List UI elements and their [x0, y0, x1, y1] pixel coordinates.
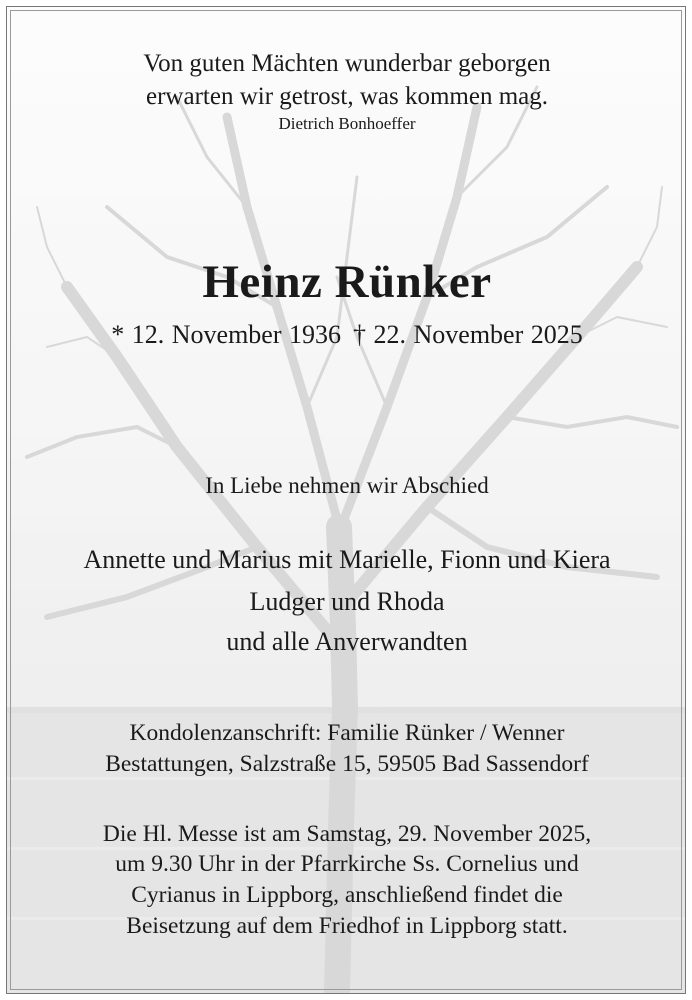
obituary-notice: [6, 6, 686, 994]
service-info-line: Die Hl. Messe ist am Samstag, 29. November 2025,: [102, 821, 592, 847]
mourner-line: und alle Anverwandten: [226, 627, 468, 656]
quote-line-1: Von guten Mächten wunderbar geborgen: [143, 50, 551, 77]
mourner-line: Ludger und Rhoda: [249, 587, 445, 616]
service-info-line: Beisetzung auf dem Friedhof in Lippborg statt.: [126, 913, 568, 939]
service-info-line: Cyrianus in Lippborg, anschließend findet die: [131, 882, 563, 908]
farewell-line: In Liebe nehmen wir Abschied: [205, 473, 489, 498]
birth-date: * 12. November 1936: [111, 320, 341, 349]
condolence-address-line: Bestattungen, Salzstraße 15, 59505 Bad Sassendorf: [105, 751, 589, 777]
quote-line-2: erwarten wir getrost, was kommen mag.: [146, 83, 548, 110]
service-info-line: um 9.30 Uhr in der Pfarrkirche Ss. Cornelius und: [115, 851, 579, 877]
death-date: † 22. November 2025: [353, 320, 583, 349]
mourner-line: Annette und Marius mit Marielle, Fionn und Kiera: [83, 545, 611, 574]
life-dates: [7, 318, 686, 352]
condolence-address-line: Kondolenzanschrift: Familie Rünker / Wenner: [129, 720, 565, 746]
quote-author: Dietrich Bonhoeffer: [278, 114, 416, 133]
deceased-name: Heinz Rünker: [202, 256, 492, 308]
